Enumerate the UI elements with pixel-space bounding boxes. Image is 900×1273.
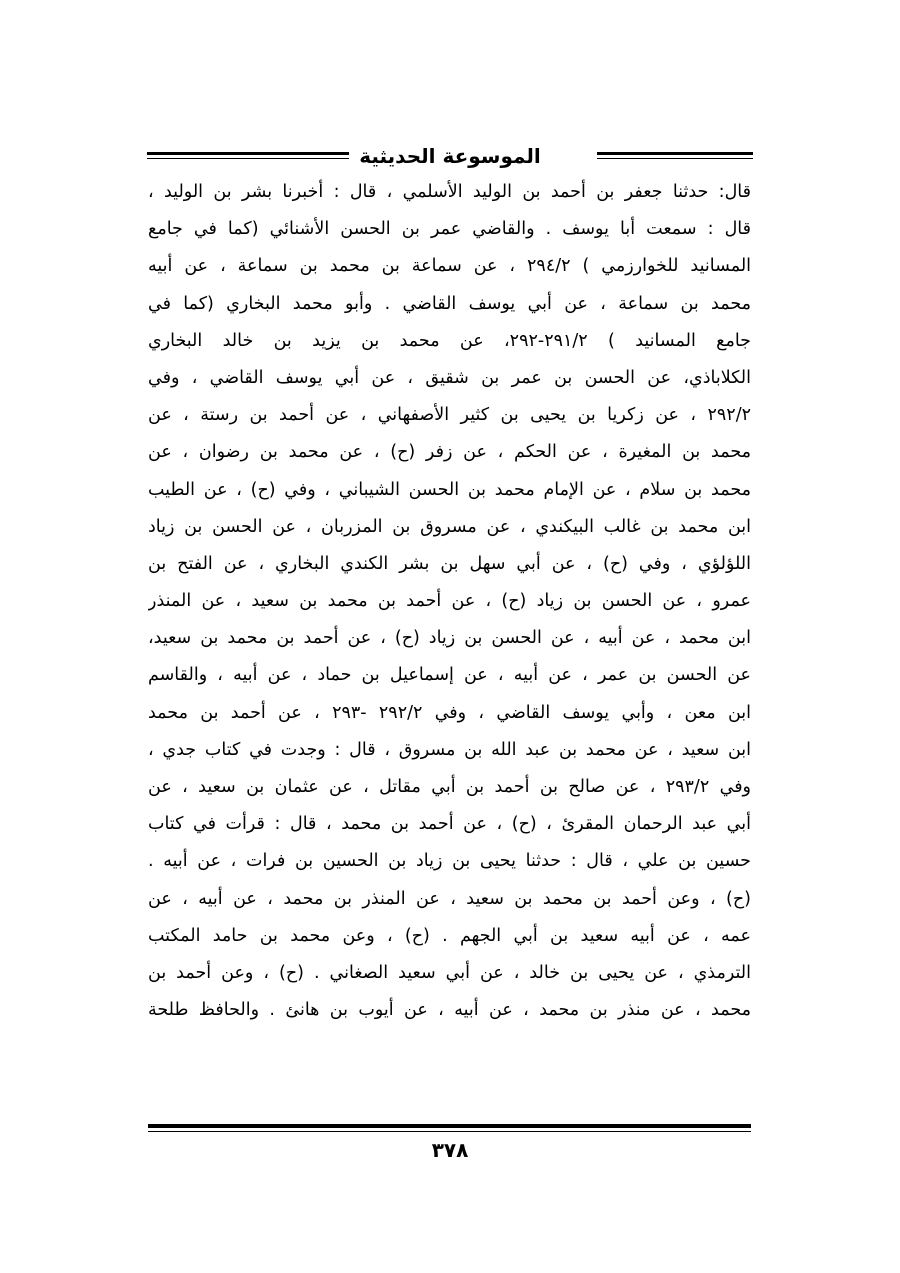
text-line: ابن معن ، وأبي يوسف القاضي ، وفي ٢٩٢/٢ -٢٩٣ ، عن أحمد بن محمد: [148, 702, 751, 723]
text-line: حسين بن علي ، قال : حدثنا يحيى بن زياد بن الحسين بن فرات ، عن أبيه .: [148, 851, 751, 872]
text-line: ابن محمد بن غالب البيكندي ، عن مسروق بن المزربان ، عن الحسن بن زياد: [148, 516, 751, 537]
text-line: قال : سمعت أبا يوسف . والقاضي عمر بن الحسن الأشنائي (كما في جامع: [148, 219, 751, 240]
page-number: ٣٧٨: [431, 1138, 469, 1162]
text-line: محمد ، عن منذر بن محمد ، عن أبيه ، عن أيوب بن هانئ . والحافظ طلحة: [148, 1000, 751, 1021]
text-line: وفي ٢٩٣/٢ ، عن صالح بن أحمد بن أبي مقاتل ، عن عثمان بن سعيد ، عن: [148, 777, 751, 797]
text-line: ٢٩٢/٢ ، عن زكريا بن يحيى بن كثير الأصفهاني ، عن أحمد بن رستة ، عن: [148, 405, 751, 426]
text-line: محمد بن سماعة ، عن أبي يوسف القاضي . وأبو محمد البخاري (كما في: [148, 293, 751, 314]
text-line: عن الحسن بن عمر ، عن أبيه ، عن إسماعيل بن حماد ، عن أبيه ، والقاسم: [148, 665, 751, 686]
text-line: عمه ، عن أبيه سعيد بن أبي الجهم . (ح) ، وعن محمد بن حامد المكتب: [148, 925, 751, 946]
text-line: الترمذي ، عن يحيى بن خالد ، عن أبي سعيد الصغاني . (ح) ، وعن أحمد بن: [148, 962, 751, 983]
header-title-text: الموسوعة الحديثية: [349, 144, 551, 168]
text-line: عمرو ، عن الحسن بن زياد (ح) ، عن أحمد بن محمد بن سعيد ، عن المنذر: [148, 591, 751, 612]
footer-rule: [148, 1124, 751, 1132]
text-line: أبي عبد الرحمان المقرئ ، (ح) ، عن أحمد بن محمد ، قال : قرأت في كتاب: [148, 814, 751, 835]
text-line: جامع المسانيد ) ٢٩١/٢-٢٩٢، عن محمد بن يزيد بن خالد البخاري: [148, 330, 751, 351]
text-line: ابن محمد ، عن أبيه ، عن الحسن بن زياد (ح) ، عن أحمد بن محمد بن سعيد،: [148, 628, 751, 649]
body-text: [148, 174, 751, 1029]
text-line: اللؤلؤي ، وفي (ح) ، عن أبي سهل بن بشر الكندي البخاري ، عن الفتح بن: [148, 553, 751, 574]
text-line: ابن سعيد ، عن محمد بن عبد الله بن مسروق ، قال : وجدت في كتاب جدي ،: [148, 739, 751, 760]
text-line: الكلاباذي، عن الحسن بن عمر بن شقيق ، عن أبي يوسف القاضي ، وفي: [148, 367, 751, 388]
header-title: [147, 140, 753, 172]
running-header: [147, 140, 753, 176]
text-line: قال: حدثنا جعفر بن أحمد بن الوليد الأسلمي ، قال : أخبرنا بشر بن الوليد ،: [148, 182, 751, 202]
text-line: محمد بن سلام ، عن الإمام محمد بن الحسن الشيباني ، وفي (ح) ، عن الطيب: [148, 479, 751, 500]
text-line: محمد بن المغيرة ، عن الحكم ، عن زفر (ح) ، عن محمد بن رضوان ، عن: [148, 442, 751, 463]
text-line: المسانيد للخوارزمي ) ٢٩٤/٢ ، عن سماعة بن محمد بن سماعة ، عن أبيه: [148, 256, 751, 277]
text-line: (ح) ، وعن أحمد بن محمد بن سعيد ، عن المنذر بن محمد ، عن أبيه ، عن: [148, 888, 751, 909]
